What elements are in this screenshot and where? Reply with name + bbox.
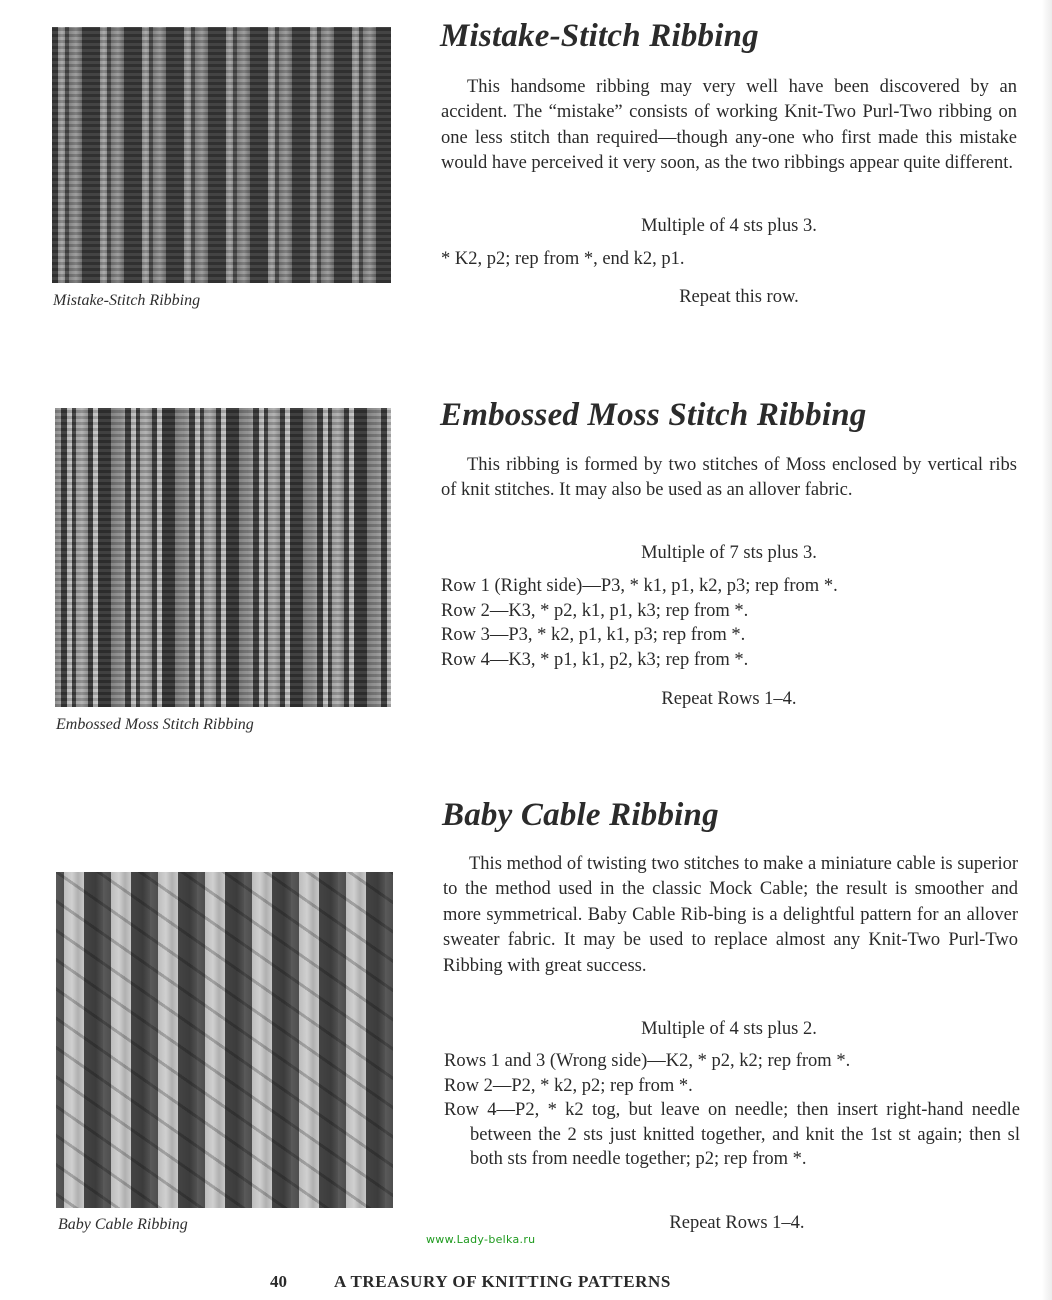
- mistake-stitch-instructions: [441, 247, 1019, 272]
- baby-cable-title: Baby Cable Ribbing: [442, 797, 719, 833]
- page-number: 40: [270, 1272, 287, 1291]
- embossed-moss-description: This ribbing is formed by two stitches of Moss enclosed by vertical ribs of knit stitches. It may also be used as an allover fabric.: [441, 455, 1017, 501]
- embossed-moss-swatch-photo: [55, 408, 391, 707]
- page-gutter-shadow: [1042, 0, 1052, 1300]
- baby-cable-description: This method of twisting two stitches to make a miniature cable is superior to the method used in the classic Mock Cable; the result is smoother and more symmetrical. Baby Cable Rib-bing is a delightful pattern for an allover sweater fabric. It may be used to replace almost any Knit-Two Purl-Two Ribbing with great success.: [443, 854, 1018, 976]
- website-watermark: www.Lady-belka.ru: [426, 1233, 536, 1246]
- instruction-row: Row 4—K3, * p1, k1, p2, k3; rep from *.: [441, 649, 749, 670]
- mistake-stitch-description: This handsome ribbing may very well have been discovered by an accident. The “mistake” consists of working Knit-Two Purl-Two ribbing on one less stitch than required—though any-one who first made this mistake would have perceived it very soon, as the two ribbings appear quite different.: [441, 77, 1017, 174]
- mistake-stitch-multiple: Multiple of 4 sts plus 3.: [641, 216, 817, 236]
- baby-cable-multiple: Multiple of 4 sts plus 2.: [641, 1019, 817, 1039]
- baby-cable-instructions: [444, 1049, 1020, 1172]
- baby-cable-caption: Baby Cable Ribbing: [58, 1216, 188, 1233]
- instruction-row: Rows 1 and 3 (Wrong side)—K2, * p2, k2; rep from *.: [444, 1051, 851, 1071]
- instruction-row: Row 1 (Right side)—P3, * k1, p1, k2, p3; rep from *.: [441, 576, 838, 596]
- embossed-moss-multiple: Multiple of 7 sts plus 3.: [641, 543, 817, 563]
- instruction-row: Row 2—K3, * p2, k1, p1, k3; rep from *.: [441, 600, 749, 621]
- embossed-moss-title: Embossed Moss Stitch Ribbing: [440, 397, 867, 433]
- mistake-stitch-caption: Mistake-Stitch Ribbing: [53, 292, 201, 309]
- embossed-moss-caption: Embossed Moss Stitch Ribbing: [56, 716, 254, 733]
- embossed-moss-instructions: [441, 574, 1019, 672]
- instruction-row: Row 2—P2, * k2, p2; rep from *.: [444, 1075, 693, 1096]
- baby-cable-repeat: Repeat Rows 1–4.: [669, 1213, 805, 1233]
- instruction-row: * K2, p2; rep from *, end k2, p1.: [441, 249, 685, 269]
- embossed-moss-repeat: Repeat Rows 1–4.: [661, 689, 797, 709]
- mistake-stitch-title: Mistake-Stitch Ribbing: [440, 18, 759, 54]
- baby-cable-swatch-photo: [56, 872, 393, 1208]
- mistake-stitch-repeat: Repeat this row.: [679, 287, 799, 307]
- instruction-row: Row 3—P3, * k2, p1, k1, p3; rep from *.: [441, 625, 746, 646]
- mistake-stitch-swatch-photo: [52, 27, 391, 283]
- instruction-row: Row 4—P2, * k2 tog, but leave on needle; then insert right-hand needle between the 2 sts just knitted together, and knit the 1st st again; then sl both sts from needle together; p2; rep from *.: [444, 1100, 1020, 1170]
- running-footer-book-title: A TREASURY OF KNITTING PATTERNS: [334, 1272, 671, 1291]
